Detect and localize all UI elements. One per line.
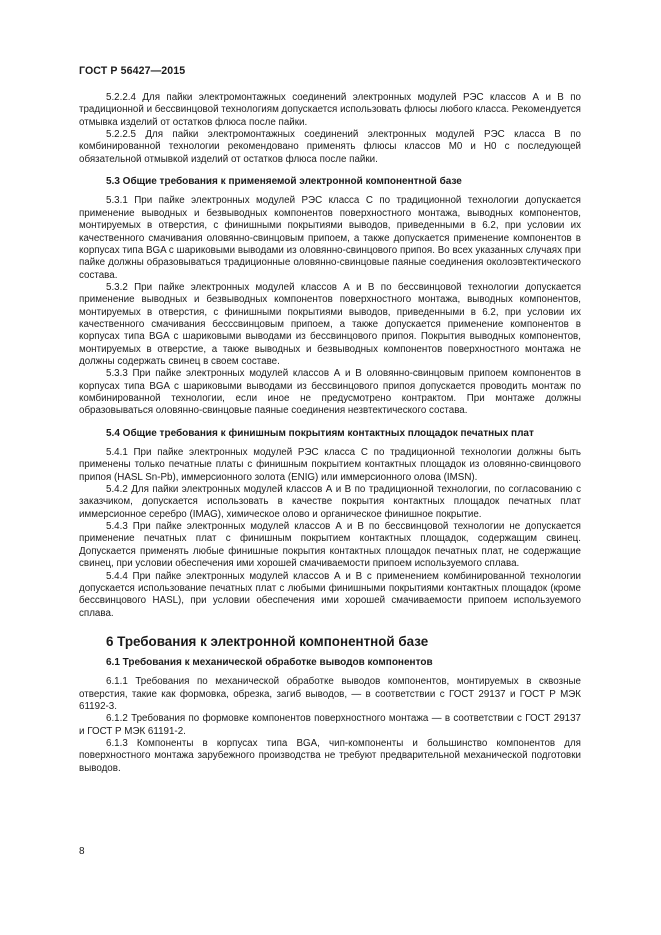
- document-body: [79, 92, 581, 775]
- section-heading-6-1: 6.1 Требования к механической обработке выводов компонентов: [106, 656, 433, 668]
- section-heading-5-4: 5.4 Общие требования к финишным покрытиям контактных площадок печатных плат: [106, 427, 534, 439]
- clause-5-4-3: 5.4.3 При пайке электронных модулей классов А и В по бессвинцовой технологии не допускается применение печатных плат с финишным покрытием контактных площадок, содержащим свинец. Допускается применять любые финишные покрытия контактных площадок печатных плат, не содержащие свинец, при условии обеспечения ими хорошей смачиваемости припоем используемого сплава.: [79, 521, 581, 570]
- clause-5-3-3: 5.3.3 При пайке электронных модулей классов А и В оловянно-свинцовым припоем компонентов в корпусах типа BGA с шариковыми выводами из бессвинцового припоя допускается проводить монтаж по комбинированной технологии, если иное не предусмотрено контрактом. При монтаже должны образовываться оловянно-свинцовые паяные соединения незвтектического состава.: [79, 368, 581, 417]
- section-heading-5-3: 5.3 Общие требования к применяемой электронной компонентной базе: [106, 176, 462, 188]
- standard-header: ГОСТ Р 56427—2015: [79, 65, 186, 77]
- clause-5-4-1: 5.4.1 При пайке электронных модулей РЭС класса С по традиционной технологии должны быть применены только печатные платы с финишным покрытием контактных площадок из оловянно-свинцового припоя (HASL Sn-Pb), иммерсионного золота (ENIG) или иммерсионного олова (IMSN).: [79, 447, 581, 483]
- clause-5-4-4: 5.4.4 При пайке электронных модулей классов А и В с применением комбинированной технологии допускается использование печатных плат с любыми финишными покрытиями контактных площадок (кроме бессвинцового HASL), при условии обеспечения ими хорошей смачиваемости припоем используемого сплава.: [79, 570, 581, 619]
- clause-5-2-2-4: 5.2.2.4 Для пайки электромонтажных соединений электронных модулей РЭС классов А и В по традиционной и бессвинцовой технологиям допускается использовать флюсы любого класса. Рекомендуется отмывка изделий от остатков флюса после пайки.: [79, 92, 581, 128]
- clause-6-1-3: 6.1.3 Компоненты в корпусах типа BGA, чип-компоненты и большинство компонентов для поверхностного монтажа зарубежного производства не требуют предварительной механической подготовки выводов.: [79, 738, 581, 774]
- clause-5-3-1: 5.3.1 При пайке электронных модулей РЭС класса С по традиционной технологии допускается применение выводных и безвыводных компонентов поверхностного монтажа, выводных компонентов, монтируемых в отверстия, с финишными покрытиями выводов, приведенными в 6.2, при условии их качественного смачивания оловянно-свинцовым припоем, а также допускается применение компонентов в корпусах типа BGA с шариковыми выводами из оловянно-свинцового припоя. Во всех указанных случаях при пайке должны образовываться традиционные оловянно-свинцовые паяные соединения околоэвтектического состава.: [79, 195, 581, 281]
- clause-6-1-2: 6.1.2 Требования по формовке компонентов поверхностного монтажа — в соответствии с ГОСТ 29137 и ГОСТ Р МЭК 61191-2.: [79, 713, 581, 737]
- clause-5-4-2: 5.4.2 Для пайки электронных модулей классов А и В по традиционной технологии, по согласованию с заказчиком, допускается использовать в качестве покрытия контактных площадок печатных плат иммерсионное серебро (IMAG), химическое олово и органическое финишное покрытие.: [79, 484, 581, 520]
- page-number: 8: [79, 846, 85, 857]
- clause-5-3-2: 5.3.2 При пайке электронных модулей классов А и В по бессвинцовой технологии допускается применение выводных и безвыводных компонентов поверхностного монтажа, выводных компонентов, монтируемых в отверстия, с финишными покрытиями выводов, приведенными в 6.2, при условии их качественного смачивания бесссвинцовым припоем, а также допускается применение компонентов в корпусах типа BGA с шариковыми выводами из бессвинцового припоя. Покрытия выводных компонентов, монтируемых в отверстие, а также выводных и безвыводных компонентов поверхностного монтажа не должны содержать свинец в своем составе.: [79, 281, 581, 367]
- clause-6-1-1: 6.1.1 Требования по механической обработке выводов компонентов, монтируемых в сквозные отверстия, такие как формовка, обрезка, загиб выводов, — в соответствии с ГОСТ 29137 и ГОСТ Р МЭК 61192-3.: [79, 676, 581, 712]
- chapter-heading-6: 6 Требования к электронной компонентной базе: [106, 633, 429, 649]
- clause-5-2-2-5: 5.2.2.5 Для пайки электромонтажных соединений электронных модулей РЭС класса В по комбинированной технологии рекомендовано применять флюсы классов М0 и Н0 с последующей обязательной отмывкой изделий от остатков флюса после пайки.: [79, 129, 581, 165]
